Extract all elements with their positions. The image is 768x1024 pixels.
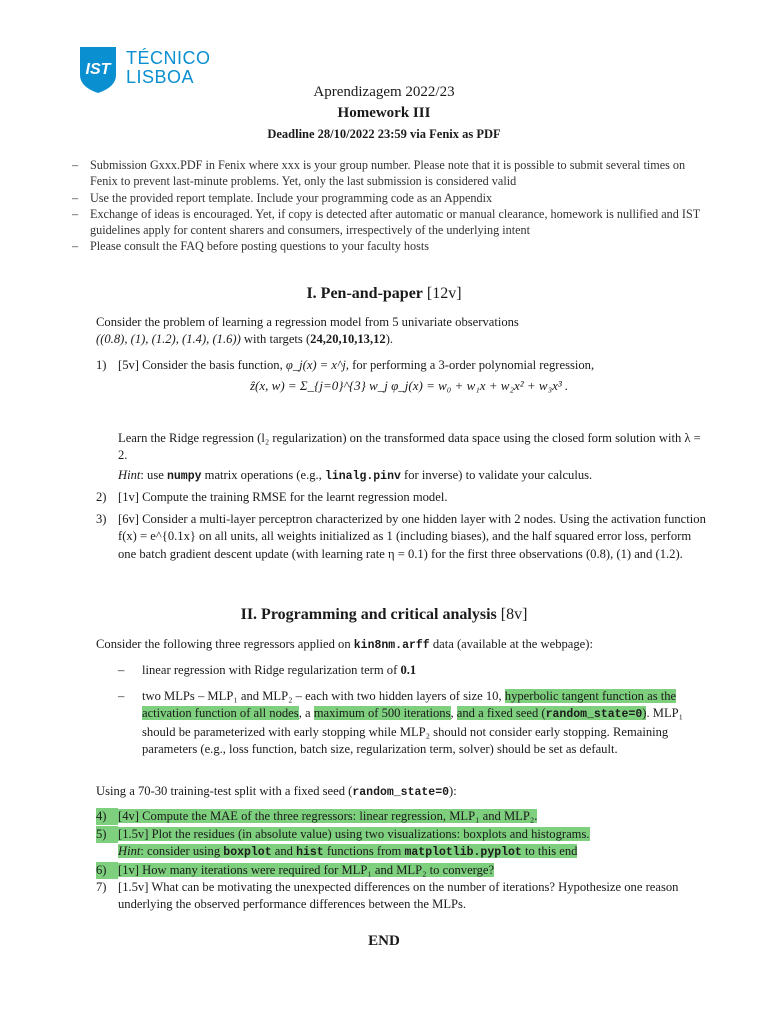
course-title: Aprendizagem 2022/23	[313, 84, 455, 100]
section1-intro: Consider the problem of learning a regression model from 5 univariate observations ((0.8), (1), (1.2), (1.4), (1.6)) with targets (24,20,10,13,12).	[96, 315, 519, 347]
instruction-item: – Exchange of ideas is encouraged. Yet, if copy is detected after automatic or manual clearance, homework is nullified and IST guidelines apply for content sharers and consumers, irrespectively of the underlying intent	[72, 206, 700, 238]
instruction-item: – Use the provided report template. Include your programming code as an Appendix	[72, 190, 493, 205]
regressor-linear: – linear regression with Ridge regularization term of 0.1	[118, 663, 417, 677]
section2-intro: Consider the following three regressors applied on kin8nm.arff data (available at the webpage):	[96, 637, 593, 652]
homework-title: Homework III	[337, 105, 431, 121]
logo-line1: TÉCNICO	[126, 48, 211, 68]
instruction-item: – Submission Gxxx.PDF in Fenix where xxx is your group number. Please note that it is possible to submit several times on Fenix to prevent last-minute problems. Yet, only the last submission is considered valid	[72, 158, 686, 189]
question-2: 2) [1v] Compute the training RMSE for the learnt regression model.	[96, 490, 448, 504]
question-7: 7) [1.5v] What can be motivating the unexpected differences on the number of iterations? Hypothesize one reason underlying the observed performance differences between the MLPs.	[96, 880, 679, 912]
question-1-hint: Hint: use numpy matrix operations (e.g., linalg.pinv for inverse) to validate your calculus.	[118, 468, 593, 483]
split-description: Using a 70-30 training-test split with a fixed seed (random_state=0):	[96, 784, 457, 799]
question-1: 1) [5v] Consider the basis function, φ_j(x) = x^j, for performing a 3-order polynomial regression,	[96, 358, 595, 372]
question-6: 6) [1v] How many iterations were required for MLP₁ and MLP₂ to converge?	[96, 862, 706, 879]
regression-formula: ẑ(x, w) = Σ_{j=0}^{3} w_j φ_j(x) = w₀ + w₁x + w₂x² + w₃x³ .	[250, 378, 569, 393]
instructions-list	[72, 157, 712, 255]
section1-heading: I. Pen-and-paper [12v]	[306, 285, 462, 302]
question-1-ridge: Learn the Ridge regression (l₂ regularization) on the transformed data space using the closed form solution with λ = 2.	[118, 431, 701, 463]
question-4: 4) [4v] Compute the MAE of the three regressors: linear regression, MLP₁ and MLP₂.	[96, 808, 706, 825]
question-3: 3) [6v] Consider a multi-layer perceptron characterized by one hidden layer with 2 nodes. Using the activation function f(x) = e^{0.1x} on all units, all weights initialized as 1 (including biases), and the half squared error loss, perform one batch gradient descent update (with learning rate η = 0.1) for the first three observations (0.8), (1) and (1.2).	[96, 512, 706, 561]
svg-text:IST: IST	[85, 61, 111, 78]
instruction-item: – Please consult the FAQ before posting questions to your faculty hosts	[72, 239, 429, 254]
regressor-mlps: – two MLPs – MLP₁ and MLP₂ – each with two hidden layers of size 10, hyperbolic tangent function as the activation function of all nodes, a maximum of 500 iterations, and a fixed seed (random_state=0). MLP₁ should be parameterized with early stopping while MLP₂ should not consider early stopping. Remaining parameters (e.g., loss function, batch size, regularization term, solver) should be set as default.	[118, 689, 684, 757]
logo-line2: LISBOA	[126, 67, 195, 87]
deadline: Deadline 28/10/2022 23:59 via Fenix as PDF	[267, 127, 501, 141]
question-5: 5) [1.5v] Plot the residues (in absolute value) using two visualizations: boxplots and histograms. Hint: consider using boxplot and hist functions from matplotlib.pyplot to this end	[96, 827, 590, 860]
section2-heading: II. Programming and critical analysis [8v]	[240, 606, 528, 623]
end-marker: END	[368, 933, 400, 949]
